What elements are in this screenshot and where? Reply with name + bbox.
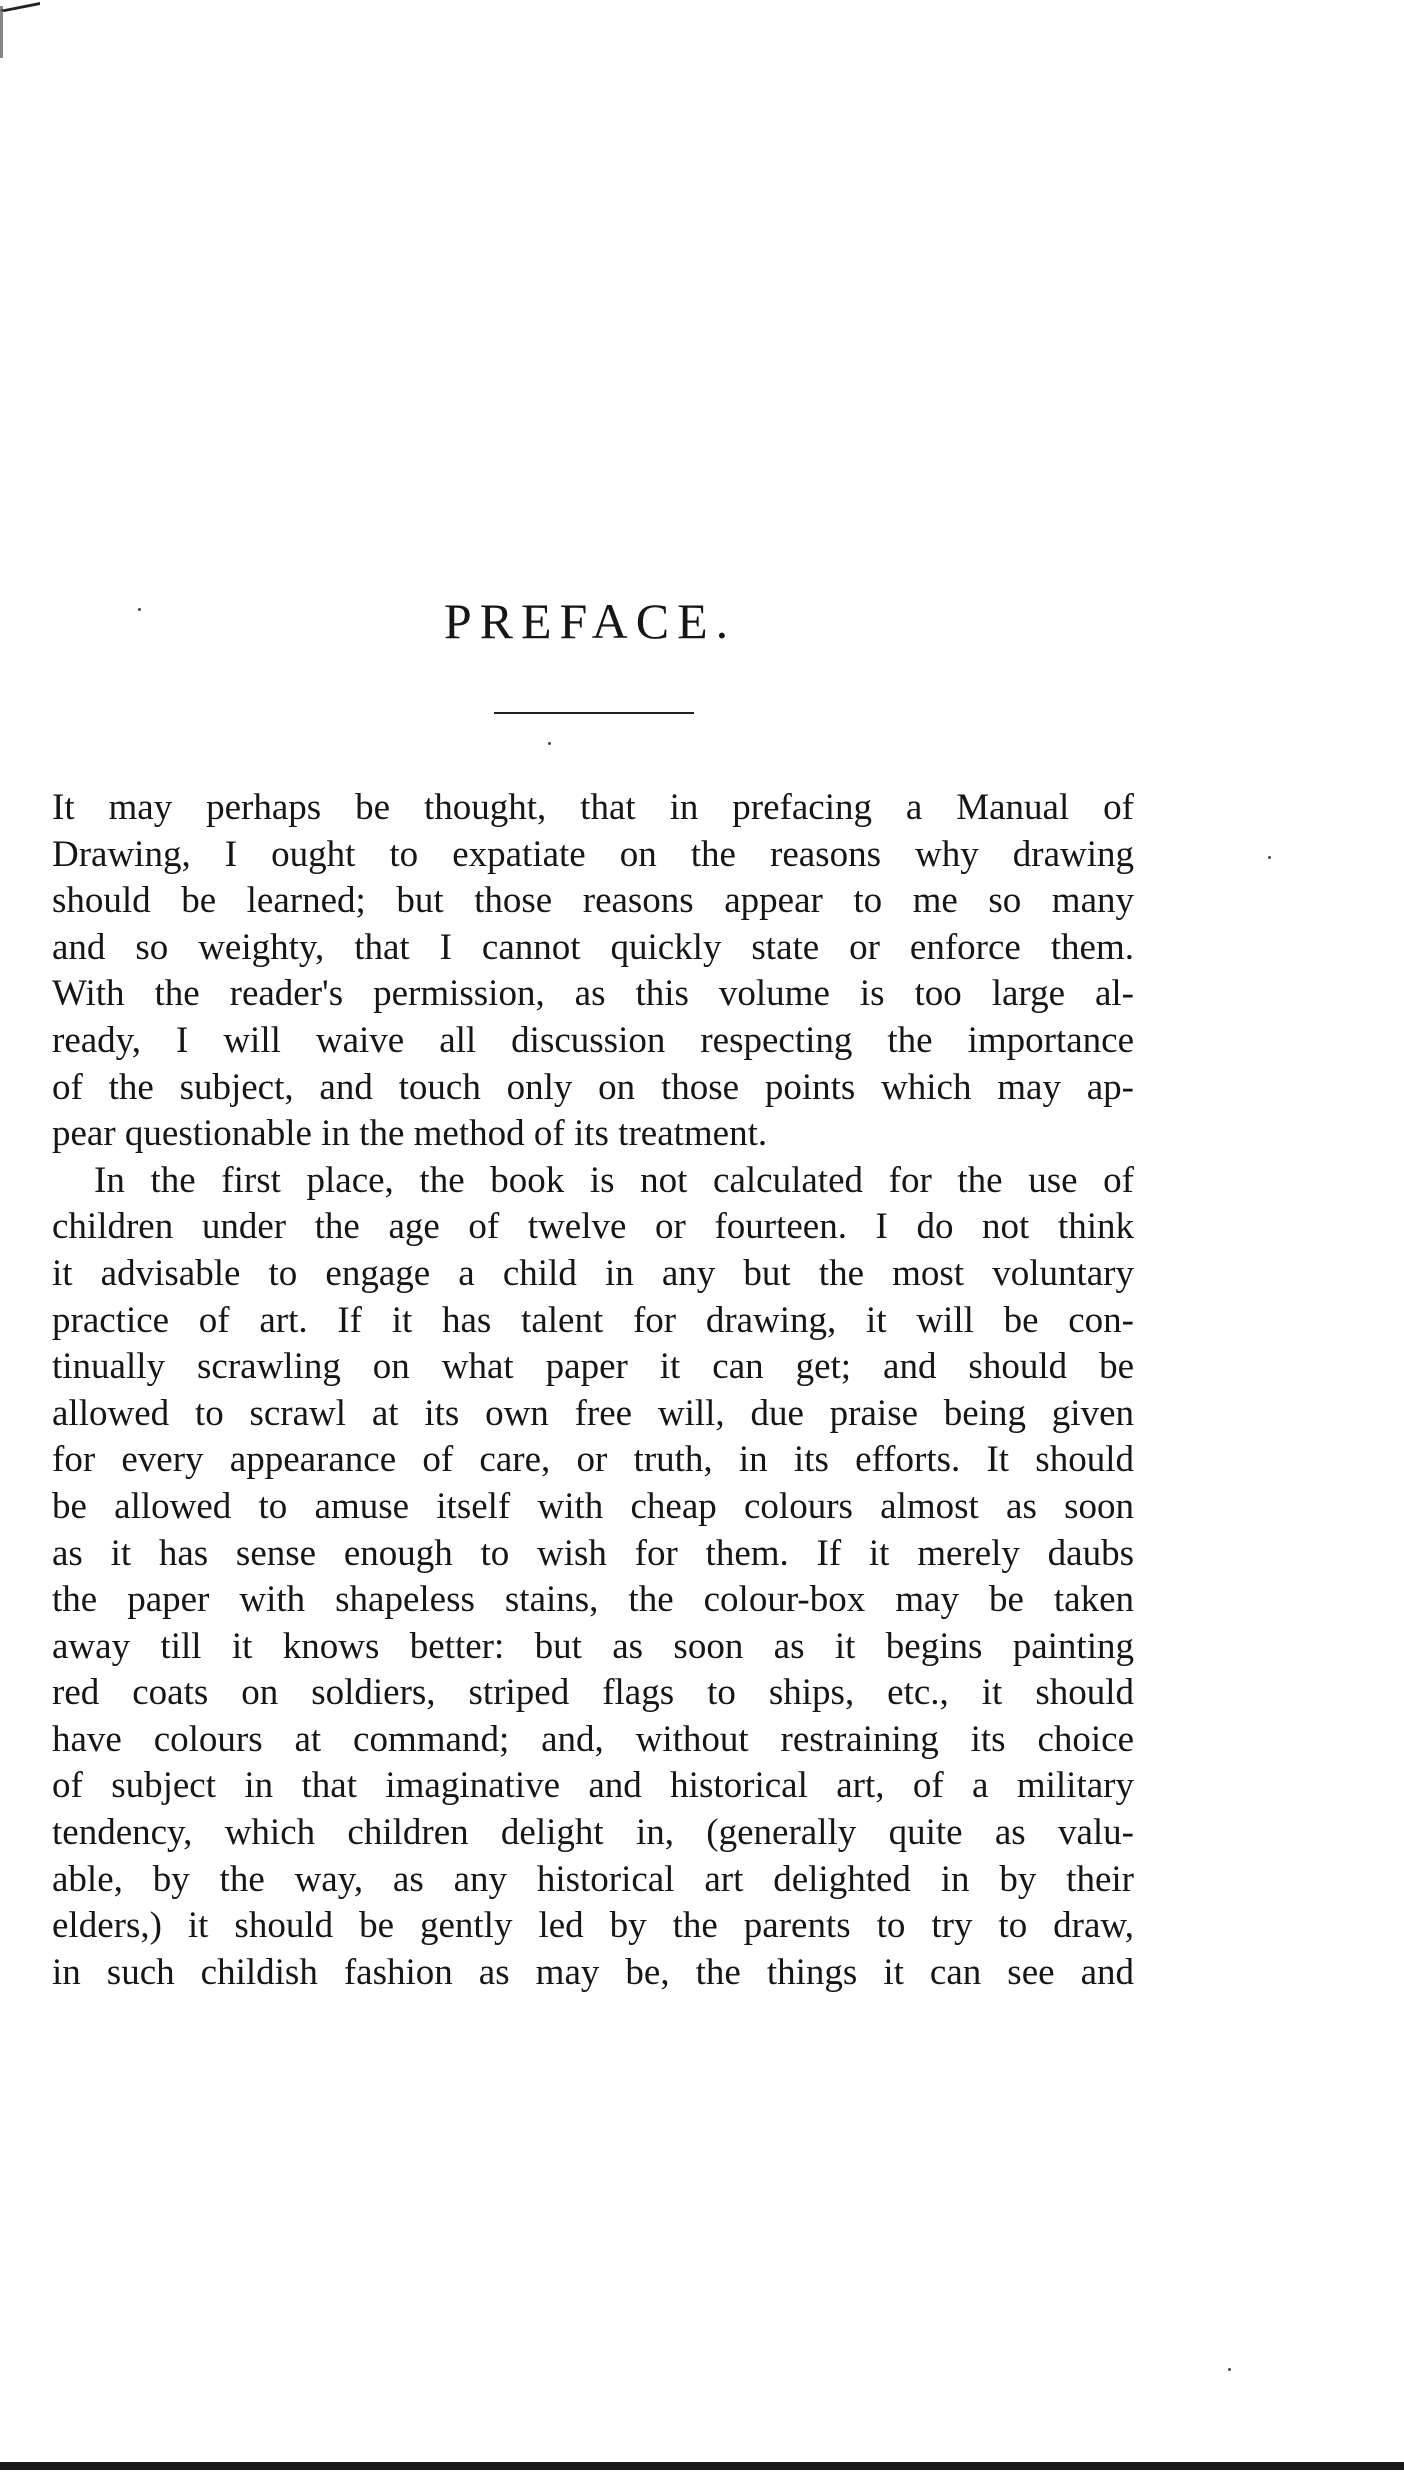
- text-line: In the first place, the book is not calculated for the use of: [94, 1159, 1134, 1201]
- text-line: it advisable to engage a child in any but the most voluntary: [52, 1252, 1134, 1294]
- text-line: With the reader's permission, as this volume is too large al-: [52, 973, 1134, 1015]
- text-line: Drawing, I ought to expatiate on the reasons why drawing: [52, 833, 1134, 875]
- paper-speck: [1228, 2368, 1231, 2371]
- text-line: able, by the way, as any historical art delighted in by their: [52, 1858, 1134, 1900]
- page-title: PREFACE.: [443, 593, 737, 649]
- text-line: pear questionable in the method of its treatment.: [52, 1113, 768, 1155]
- text-line: the paper with shapeless stains, the colour-box may be taken: [52, 1579, 1134, 1621]
- text-line: It may perhaps be thought, that in prefacing a Manual of: [52, 787, 1134, 828]
- paragraph: [52, 785, 1134, 1158]
- text-line: be allowed to amuse itself with cheap colours almost as soon: [52, 1485, 1134, 1527]
- body-text: [52, 785, 1134, 1996]
- text-line: in such childish fashion as may be, the things it can see and: [52, 1951, 1134, 1993]
- text-line: should be learned; but those reasons appear to me so many: [52, 880, 1134, 922]
- text-line: of subject in that imaginative and historical art, of a military: [52, 1765, 1134, 1807]
- paper-speck: [1268, 856, 1271, 859]
- text-line: elders,) it should be gently led by the parents to try to draw,: [52, 1905, 1134, 1947]
- text-line: allowed to scrawl at its own free will, due praise being given: [52, 1392, 1134, 1434]
- text-line: tinually scrawling on what paper it can get; and should be: [52, 1346, 1134, 1388]
- paragraph: [52, 1158, 1134, 1997]
- text-line: have colours at command; and, without restraining its choice: [52, 1718, 1134, 1760]
- page-bottom-edge: [0, 2462, 1404, 2470]
- text-line: red coats on soldiers, striped flags to ships, etc., it should: [52, 1672, 1134, 1714]
- text-line: away till it knows better: but as soon as it begins painting: [52, 1625, 1134, 1667]
- text-line: for every appearance of care, or truth, in its efforts. It should: [52, 1439, 1134, 1481]
- text-line: tendency, which children delight in, (generally quite as valu-: [52, 1812, 1134, 1854]
- text-line: as it has sense enough to wish for them. If it merely daubs: [52, 1532, 1134, 1574]
- text-line: practice of art. If it has talent for drawing, it will be con-: [52, 1299, 1134, 1341]
- page-corner-mark: [0, 0, 42, 60]
- text-line: children under the age of twelve or fourteen. I do not think: [52, 1206, 1134, 1248]
- text-line: ready, I will waive all discussion respecting the importance: [52, 1019, 1134, 1061]
- paper-speck: [548, 742, 551, 745]
- text-line: and so weighty, that I cannot quickly state or enforce them.: [52, 926, 1134, 968]
- title-rule: [494, 712, 694, 714]
- paper-speck: [138, 608, 141, 611]
- text-line: of the subject, and touch only on those points which may ap-: [52, 1066, 1134, 1108]
